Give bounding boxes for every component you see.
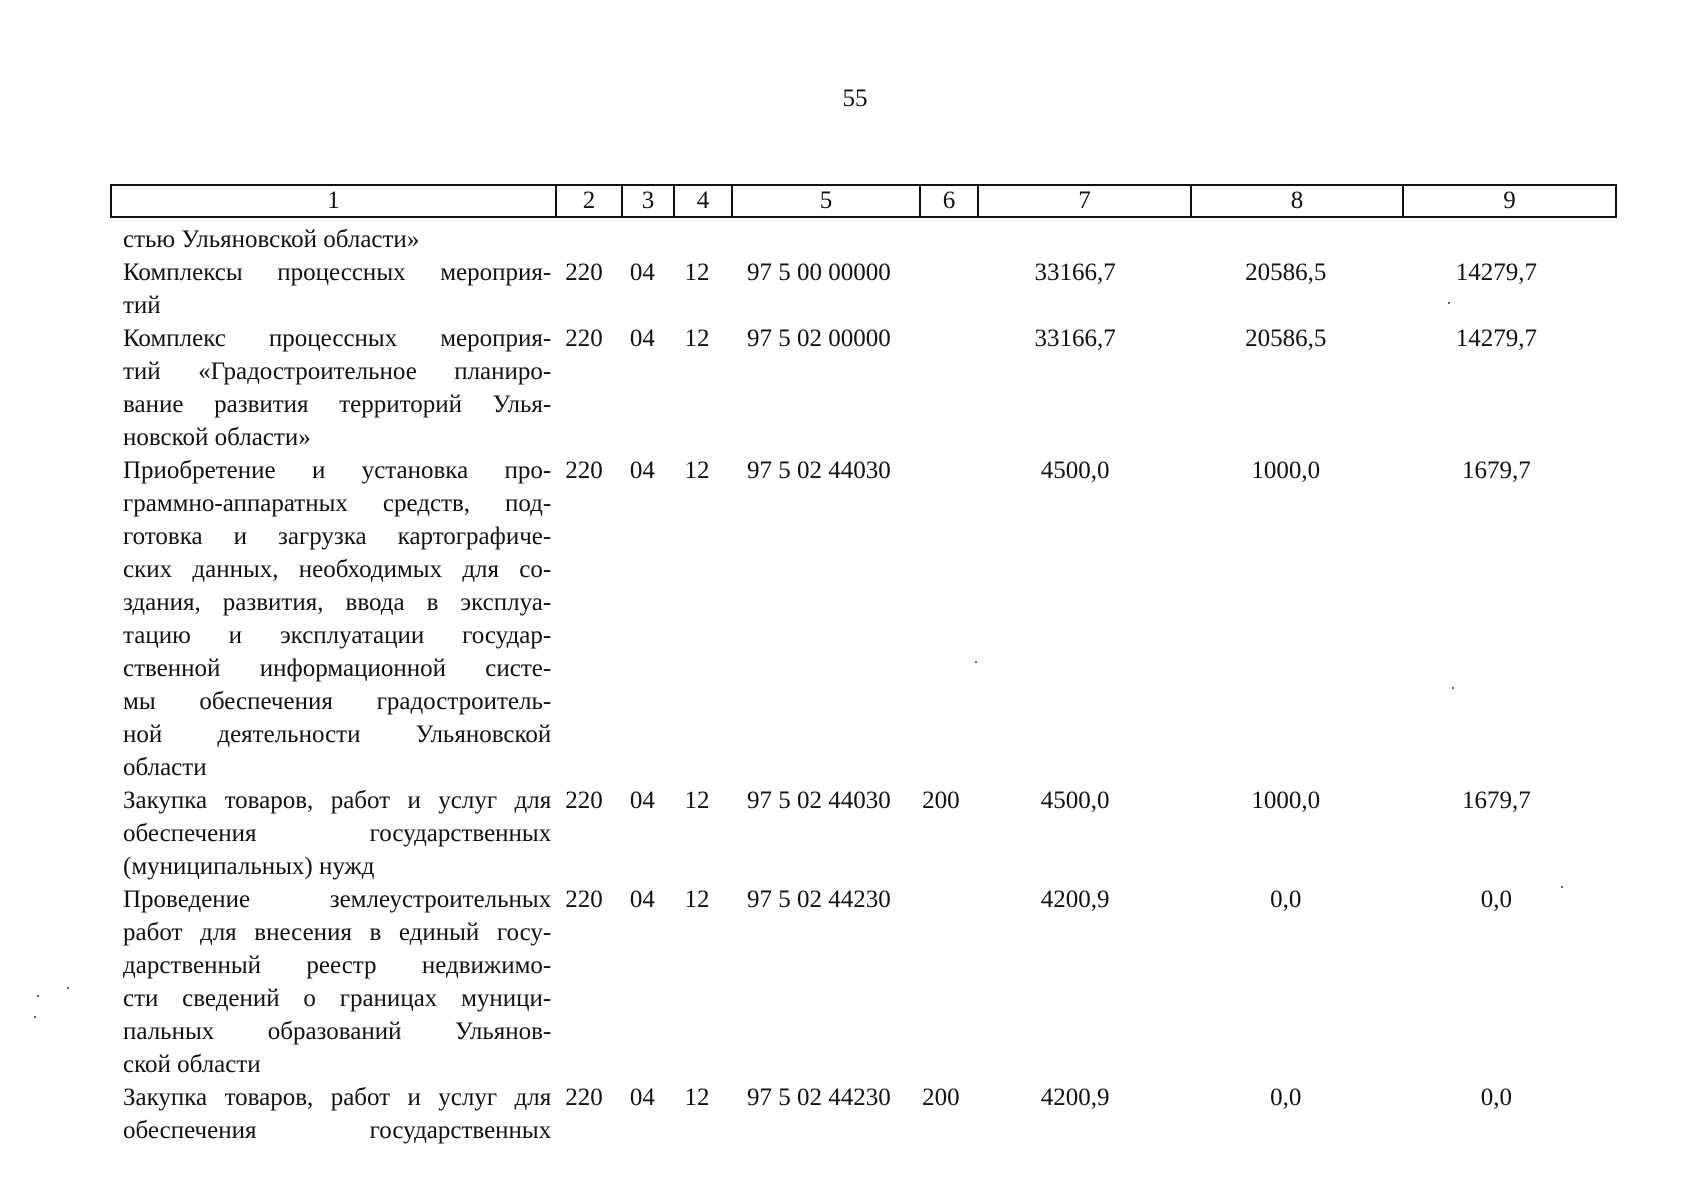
row-cell-col8: 20586,5 <box>1245 259 1327 286</box>
scan-speck <box>67 987 69 989</box>
row-cell-col8: 0,0 <box>1270 1084 1302 1111</box>
row-cell-col9: 14279,7 <box>1455 325 1538 352</box>
row-cell-col3: 04 <box>629 325 655 352</box>
scan-speck <box>1448 302 1450 304</box>
row-cell-col9: 0,0 <box>1480 1084 1513 1111</box>
row-description <box>110 1081 551 1147</box>
row-cell-col3: 04 <box>629 259 655 286</box>
row-cell-col2: 220 <box>565 259 603 286</box>
row-cell-col8: 0,0 <box>1270 886 1302 913</box>
description-line: тий <box>123 292 161 319</box>
description-line: пальных образований Ульянов- <box>123 1018 552 1045</box>
description-line: сти сведений о границах муници- <box>123 985 552 1012</box>
scan-speck <box>1561 886 1563 888</box>
column-header: 2 <box>556 185 622 217</box>
table-row <box>110 454 1602 784</box>
description-line: граммно-аппаратных средств, под- <box>123 490 552 517</box>
scan-speck <box>34 1016 36 1018</box>
column-header: 8 <box>1191 185 1403 217</box>
row-cell-col2: 220 <box>565 1084 603 1111</box>
row-cell-col7: 33166,7 <box>1034 325 1116 352</box>
description-line: Закупка товаров, работ и услуг для <box>123 1084 552 1111</box>
row-cell-col8: 1000,0 <box>1251 457 1321 484</box>
column-header: 5 <box>732 185 920 217</box>
row-cell-col4: 12 <box>684 259 710 286</box>
description-line: новской области» <box>123 424 311 451</box>
description-line: ских данных, необходимых для со- <box>123 556 552 583</box>
description-line: Комплексы процессных мероприя- <box>123 259 552 286</box>
description-line: тий «Градостроительное планиро- <box>123 358 552 385</box>
row-cell-col7: 4200,9 <box>1040 886 1110 913</box>
description-line: стью Ульяновской области» <box>123 226 420 253</box>
row-cell-col2: 220 <box>565 325 603 352</box>
row-description <box>110 322 551 454</box>
row-cell-col5: 97 5 02 00000 <box>747 325 891 352</box>
row-cell-col5: 97 5 02 44230 <box>747 1084 891 1111</box>
description-line: ской области <box>123 1051 261 1078</box>
row-cell-col6: 200 <box>922 787 960 814</box>
description-line: дарственный реестр недвижимо- <box>123 952 552 979</box>
row-cell-col3: 04 <box>629 1084 655 1111</box>
scan-speck <box>37 995 39 997</box>
row-cell-col9: 1679,7 <box>1462 457 1531 484</box>
row-description <box>110 223 551 256</box>
row-cell-col5: 97 5 02 44230 <box>747 886 891 913</box>
table-row <box>110 223 1602 256</box>
row-cell-col5: 97 5 02 44030 <box>747 787 891 814</box>
row-cell-col3: 04 <box>629 886 655 913</box>
column-header-table <box>110 184 1617 218</box>
row-cell-col2: 220 <box>565 787 603 814</box>
row-cell-col3: 04 <box>629 457 655 484</box>
description-line: вание развития территорий Улья- <box>123 391 552 418</box>
row-cell-col4: 12 <box>684 325 710 352</box>
row-cell-col4: 12 <box>684 457 710 484</box>
page-number: 55 <box>842 85 868 112</box>
description-line: тацию и эксплуатации государ- <box>123 622 552 649</box>
description-line: обеспечения государственных <box>123 1117 552 1144</box>
table-row <box>110 322 1602 454</box>
row-cell-col8: 1000,0 <box>1251 787 1321 814</box>
description-line: Комплекс процессных мероприя- <box>123 325 552 352</box>
row-cell-col7: 4200,9 <box>1040 1084 1110 1111</box>
row-cell-col9: 1679,7 <box>1462 787 1531 814</box>
table-row <box>110 256 1602 322</box>
column-header: 9 <box>1403 185 1616 217</box>
row-cell-col5: 97 5 02 44030 <box>747 457 891 484</box>
description-line: области <box>123 754 207 781</box>
row-cell-col4: 12 <box>684 787 710 814</box>
row-cell-col4: 12 <box>684 886 710 913</box>
row-cell-col8: 20586,5 <box>1245 325 1327 352</box>
description-line: Приобретение и установка про- <box>123 457 552 484</box>
table-row <box>110 883 1602 1081</box>
description-line: здания, развития, ввода в эксплуа- <box>123 589 552 616</box>
row-cell-col9: 14279,7 <box>1455 259 1538 286</box>
row-cell-col7: 33166,7 <box>1034 259 1116 286</box>
row-cell-col2: 220 <box>565 457 603 484</box>
row-cell-col9: 0,0 <box>1480 886 1513 913</box>
description-line: работ для внесения в единый госу- <box>123 919 552 946</box>
description-line: мы обеспечения градостроитель- <box>123 688 552 715</box>
row-cell-col4: 12 <box>684 1084 710 1111</box>
description-line: Проведение землеустроительных <box>123 886 552 913</box>
row-cell-col7: 4500,0 <box>1040 457 1110 484</box>
row-cell-col3: 04 <box>629 787 655 814</box>
row-cell-col6: 200 <box>922 1084 960 1111</box>
column-header: 4 <box>674 185 732 217</box>
description-line: ственной информационной систе- <box>123 655 552 682</box>
row-cell-col2: 220 <box>565 886 603 913</box>
scan-speck <box>975 661 977 663</box>
row-description <box>110 784 551 883</box>
column-header-row <box>111 185 1616 217</box>
column-header: 6 <box>920 185 978 217</box>
column-header: 1 <box>111 185 556 217</box>
description-line: (муниципальных) нужд <box>123 853 375 880</box>
description-line: обеспечения государственных <box>123 820 552 847</box>
column-header: 3 <box>622 185 674 217</box>
description-line: готовка и загрузка картографиче- <box>123 523 552 550</box>
row-description <box>110 256 551 322</box>
budget-table-body <box>110 223 1602 1147</box>
column-header: 7 <box>978 185 1191 217</box>
row-cell-col5: 97 5 00 00000 <box>747 259 891 286</box>
description-line: Закупка товаров, работ и услуг для <box>123 787 552 814</box>
row-cell-col7: 4500,0 <box>1040 787 1110 814</box>
description-line: ной деятельности Ульяновской <box>123 721 552 748</box>
table-row <box>110 784 1602 883</box>
scan-speck <box>1452 687 1454 689</box>
row-description <box>110 883 551 1081</box>
row-description <box>110 454 551 784</box>
table-row <box>110 1081 1602 1147</box>
